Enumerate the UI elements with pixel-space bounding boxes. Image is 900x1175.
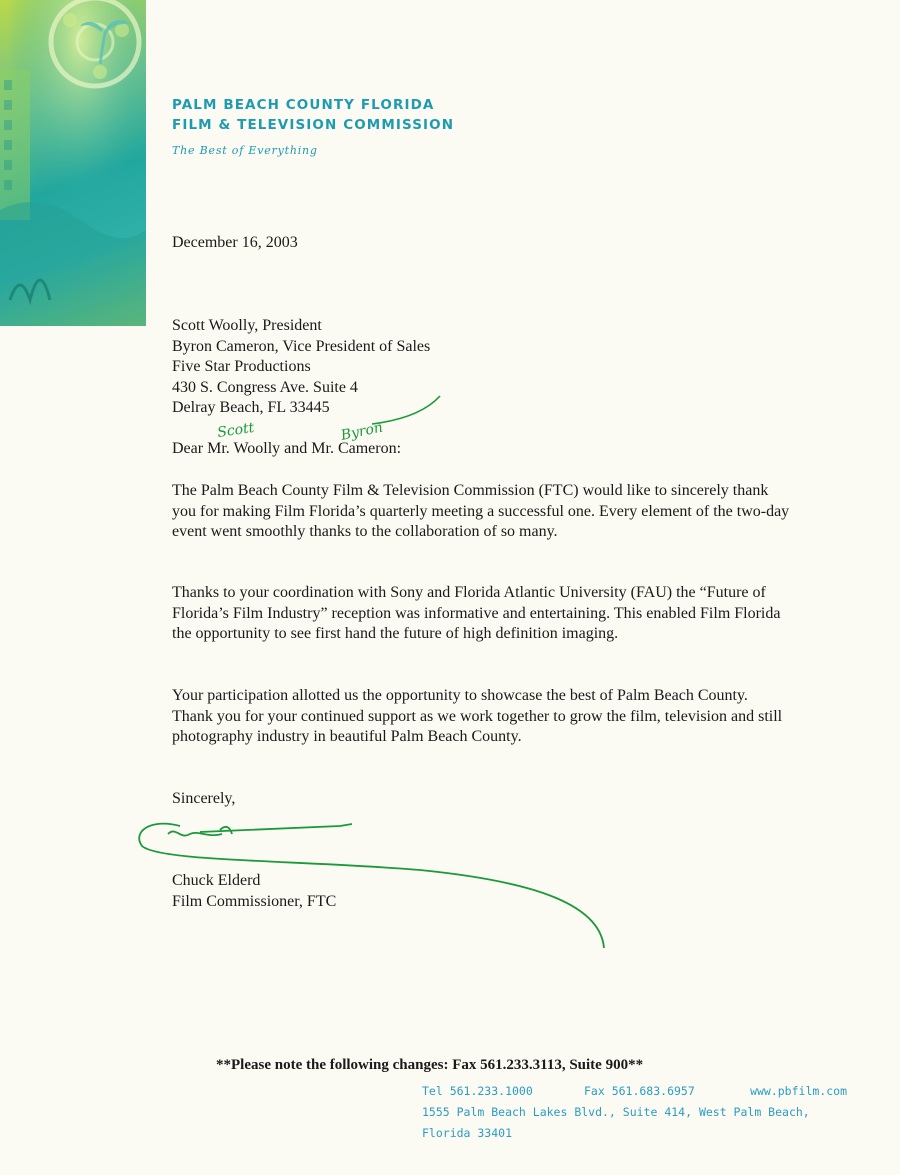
footer-website: www.pbfilm.com [750, 1084, 847, 1098]
letterhead-art [0, 0, 146, 326]
handwritten-scott: Scott [216, 419, 256, 441]
organization-name [172, 95, 454, 135]
letterhead-footer [422, 1081, 850, 1144]
tagline: The Best of Everything [172, 144, 318, 157]
handwritten-byron: Byron [339, 419, 385, 444]
change-notice: **Please note the following changes: Fax 561.233.3113, Suite 900** [216, 1057, 644, 1073]
salutation: Dear Mr. Woolly and Mr. Cameron: [172, 440, 402, 457]
footer-phone: Tel 561.233.1000 [422, 1084, 533, 1098]
address-line: Delray Beach, FL 33445 [172, 399, 330, 416]
signer-block [172, 871, 336, 912]
body-paragraph-1: The Palm Beach County Film & Television Commission (FTC) would like to sincerely thank you for making Film Florida’s quarterly meeting a successful one. Every element of the two-day event went smoothly thanks to the collaboration of so many. [172, 482, 790, 540]
footer-address: 1555 Palm Beach Lakes Blvd., Suite 414, West Palm Beach, Florida 33401 [422, 1105, 810, 1140]
address-line: Byron Cameron, Vice President of Sales [172, 337, 431, 355]
signer-name: Chuck Elderd [172, 872, 261, 889]
org-name-line2: FILM & TELEVISION COMMISSION [172, 117, 455, 133]
recipient-address [172, 316, 430, 419]
closing: Sincerely, [172, 790, 236, 807]
footer-fax: Fax 561.683.6957 [584, 1084, 695, 1098]
body-paragraph-3: Your participation allotted us the opportunity to showcase the best of Palm Beach County. Thank you for your continued support as we work together to grow the film, television and still photography industry in beautiful Palm Beach County. [172, 687, 783, 745]
signer-title: Film Commissioner, FTC [172, 892, 337, 910]
letter-date: December 16, 2003 [172, 234, 298, 251]
address-line: Scott Woolly, President [172, 317, 322, 334]
org-name-line1: PALM BEACH COUNTY FLORIDA [172, 97, 435, 113]
address-line: Five Star Productions [172, 358, 311, 375]
address-line: 430 S. Congress Ave. Suite 4 [172, 378, 358, 396]
body-paragraph-2: Thanks to your coordination with Sony and Florida Atlantic University (FAU) the “Future of Florida’s Film Industry” reception was informative and entertaining. This enabled Film Florida the opportunity to see first hand the future of high definition imaging. [172, 584, 781, 642]
